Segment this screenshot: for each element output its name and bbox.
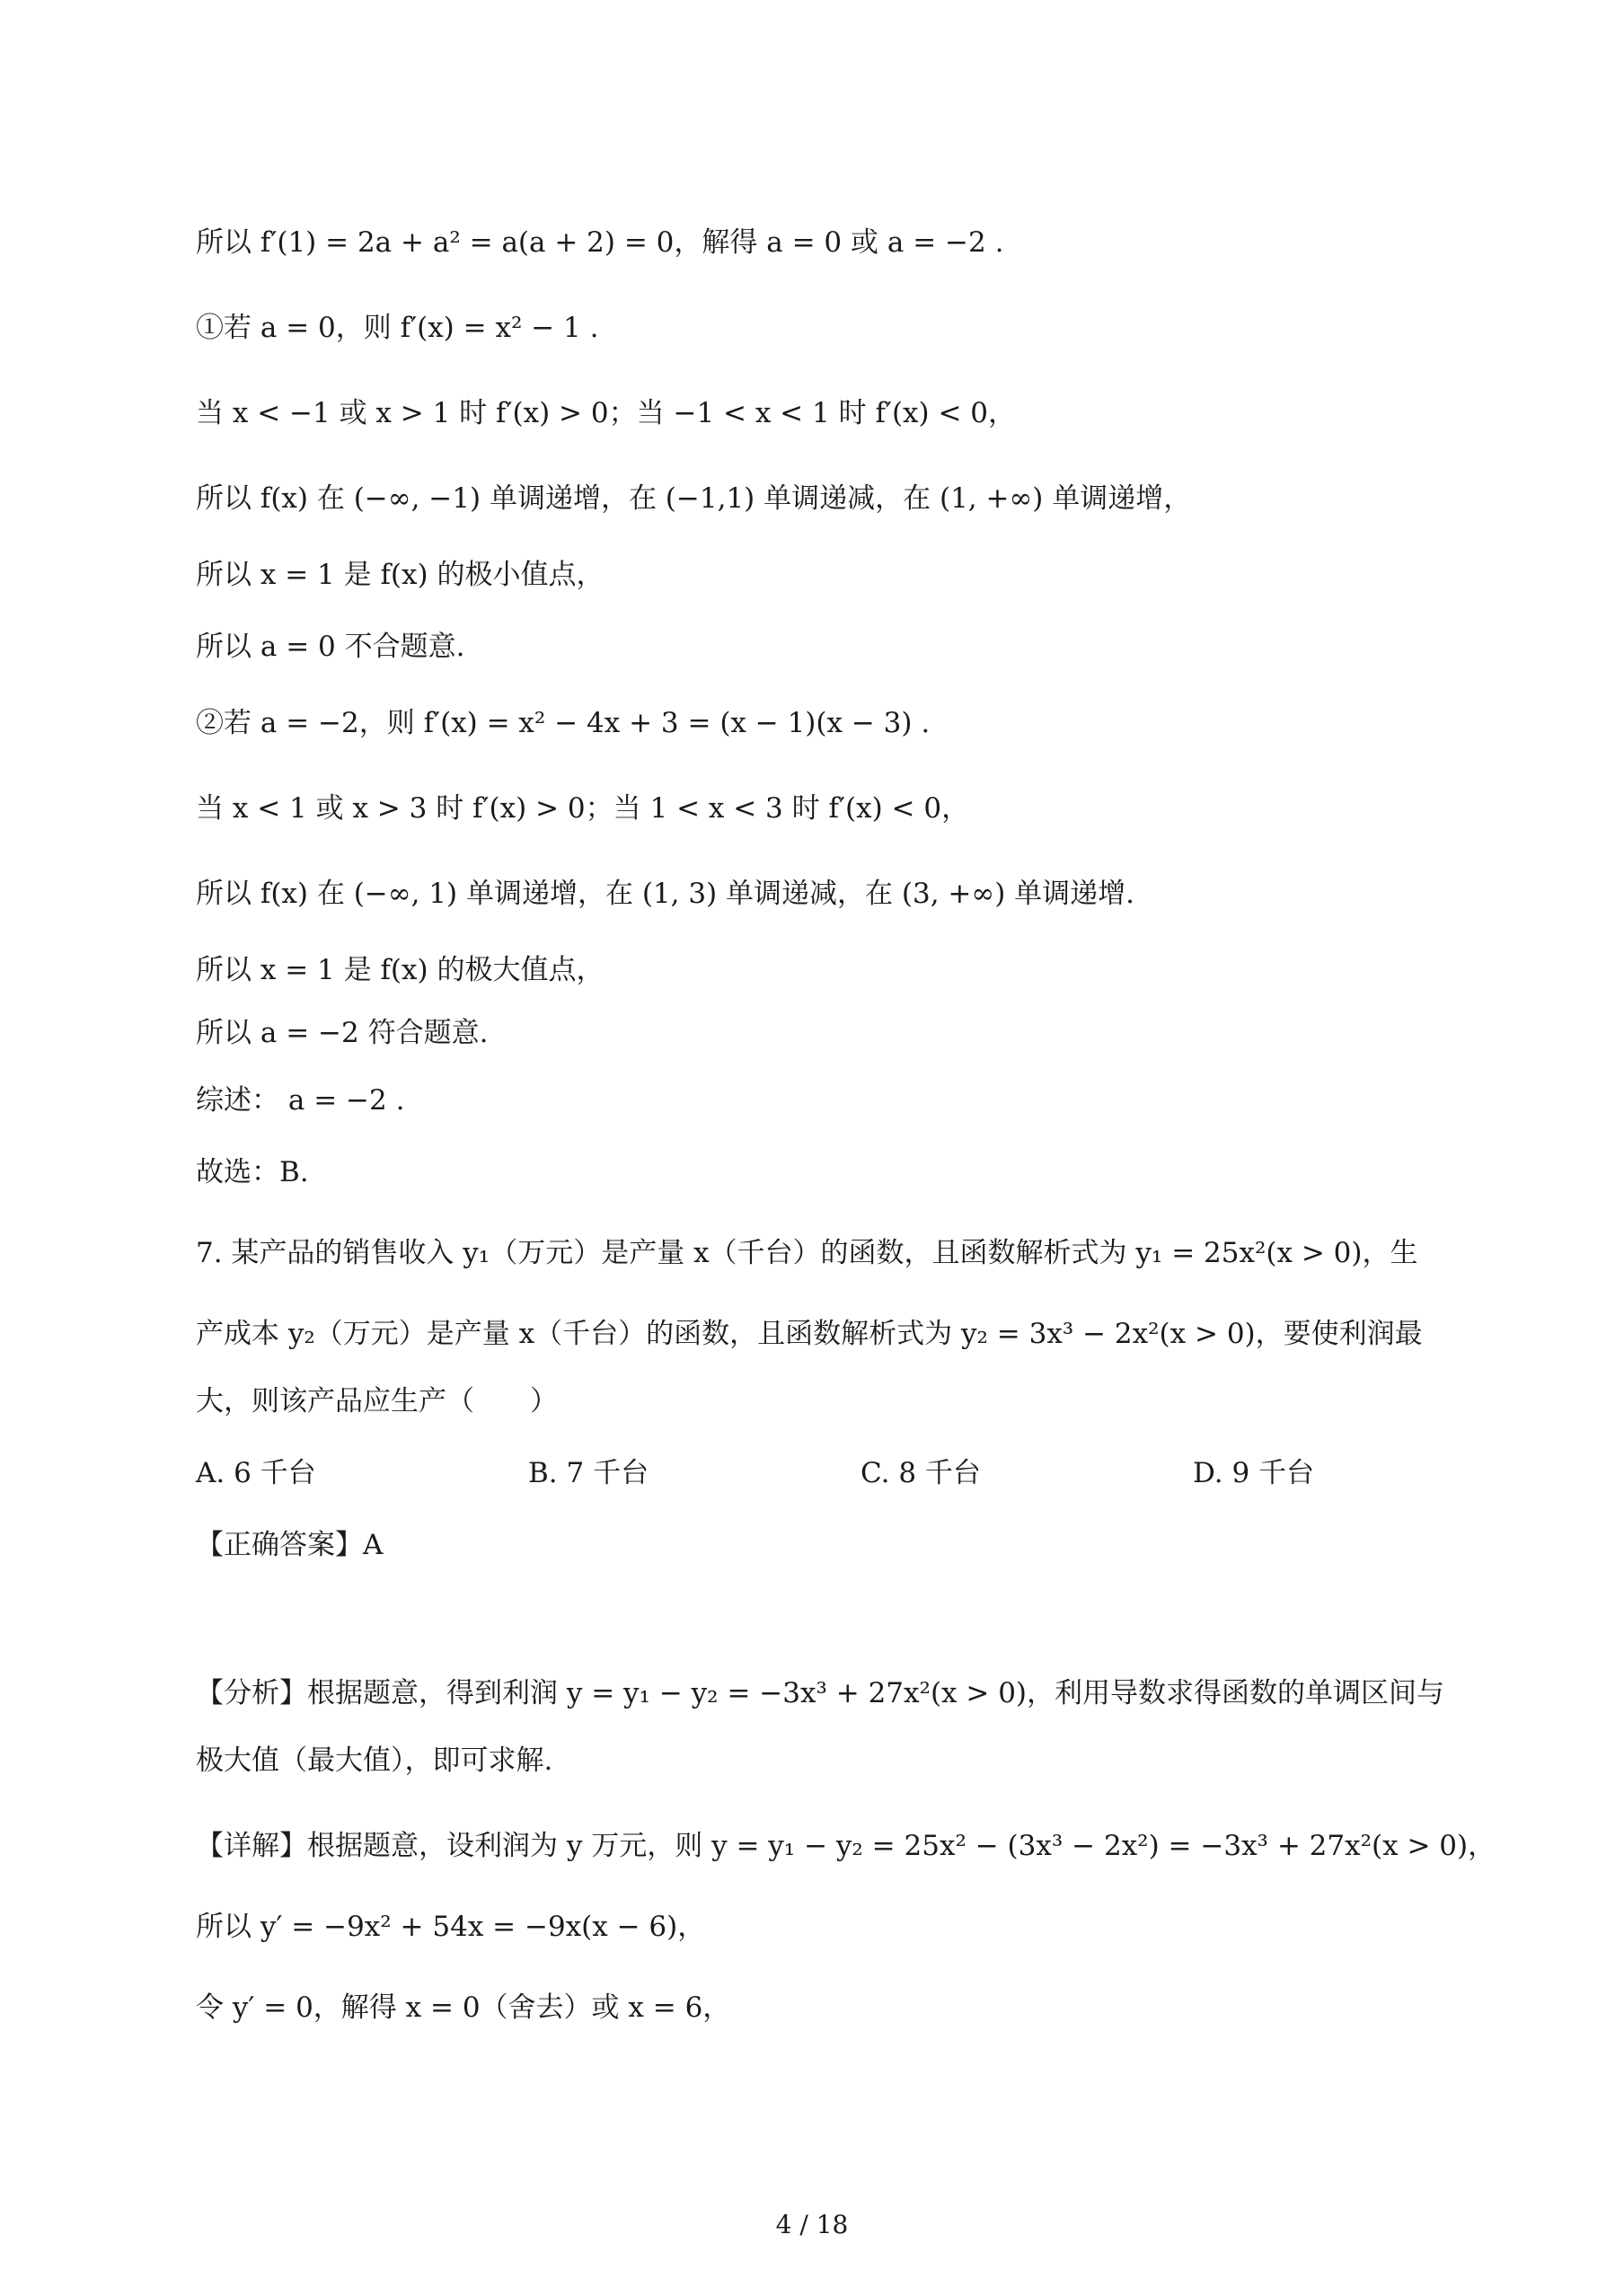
text-line: ①若 a = 0，则 f′(x) = x² − 1 . <box>196 312 599 344</box>
page-number: 4 / 18 <box>775 2210 849 2239</box>
option-b: B. 7 千台 <box>528 1457 649 1489</box>
text-line: 所以 x = 1 是 f(x) 的极大值点， <box>196 954 605 986</box>
question-line: 大，则该产品应生产（ ） <box>196 1385 558 1417</box>
text-line: 所以 x = 1 是 f(x) 的极小值点， <box>196 559 605 591</box>
question-line: 产成本 y₂（万元）是产量 x（千台）的函数，且函数解析式为 y₂ = 3x³ − 2x²(x > 0)，要使利润最 <box>196 1318 1423 1350</box>
text-line: 当 x < −1 或 x > 1 时 f′(x) > 0；当 −1 < x < 1 时 f′(x) < 0， <box>196 397 1017 429</box>
text-line: 所以 f(x) 在 (−∞, −1) 单调递增，在 (−1,1) 单调递减，在 (1, +∞) 单调递增， <box>196 482 1192 515</box>
option-c: C. 8 千台 <box>861 1457 981 1489</box>
text-line: 综述： a = −2 . <box>196 1084 405 1117</box>
question-line: 7. 某产品的销售收入 y₁（万元）是产量 x（千台）的函数，且函数解析式为 y₁ = 25x²(x > 0)，生 <box>196 1237 1418 1269</box>
option-d: D. 9 千台 <box>1193 1457 1315 1489</box>
analysis-line: 【分析】根据题意，得到利润 y = y₁ − y₂ = −3x³ + 27x²(x > 0)，利用导数求得函数的单调区间与 <box>196 1677 1445 1709</box>
detail-line: 【详解】根据题意，设利润为 y 万元，则 y = y₁ − y₂ = 25x² − (3x³ − 2x²) = −3x³ + 27x²(x > 0)， <box>196 1830 1496 1862</box>
text-line: 当 x < 1 或 x > 3 时 f′(x) > 0；当 1 < x < 3 时 f′(x) < 0， <box>196 792 970 825</box>
option-a: A. 6 千台 <box>196 1457 316 1489</box>
text-line: 所以 a = −2 符合题意. <box>196 1017 489 1049</box>
detail-line: 令 y′ = 0，解得 x = 0（舍去）或 x = 6， <box>196 1991 731 2024</box>
analysis-line: 极大值（最大值），即可求解. <box>196 1744 553 1777</box>
answer-line: 【正确答案】A <box>196 1529 384 1561</box>
detail-line: 所以 y′ = −9x² + 54x = −9x(x − 6)， <box>196 1911 706 1943</box>
text-line: 故选：B. <box>196 1156 309 1188</box>
text-line: 所以 a = 0 不合题意. <box>196 631 465 663</box>
text-line: 所以 f′(1) = 2a + a² = a(a + 2) = 0，解得 a = 0 或 a = −2 . <box>196 226 1004 259</box>
text-line: 所以 f(x) 在 (−∞, 1) 单调递增，在 (1, 3) 单调递减，在 (3, +∞) 单调递增. <box>196 878 1135 910</box>
text-line: ②若 a = −2，则 f′(x) = x² − 4x + 3 = (x − 1)(x − 3) . <box>196 707 931 739</box>
